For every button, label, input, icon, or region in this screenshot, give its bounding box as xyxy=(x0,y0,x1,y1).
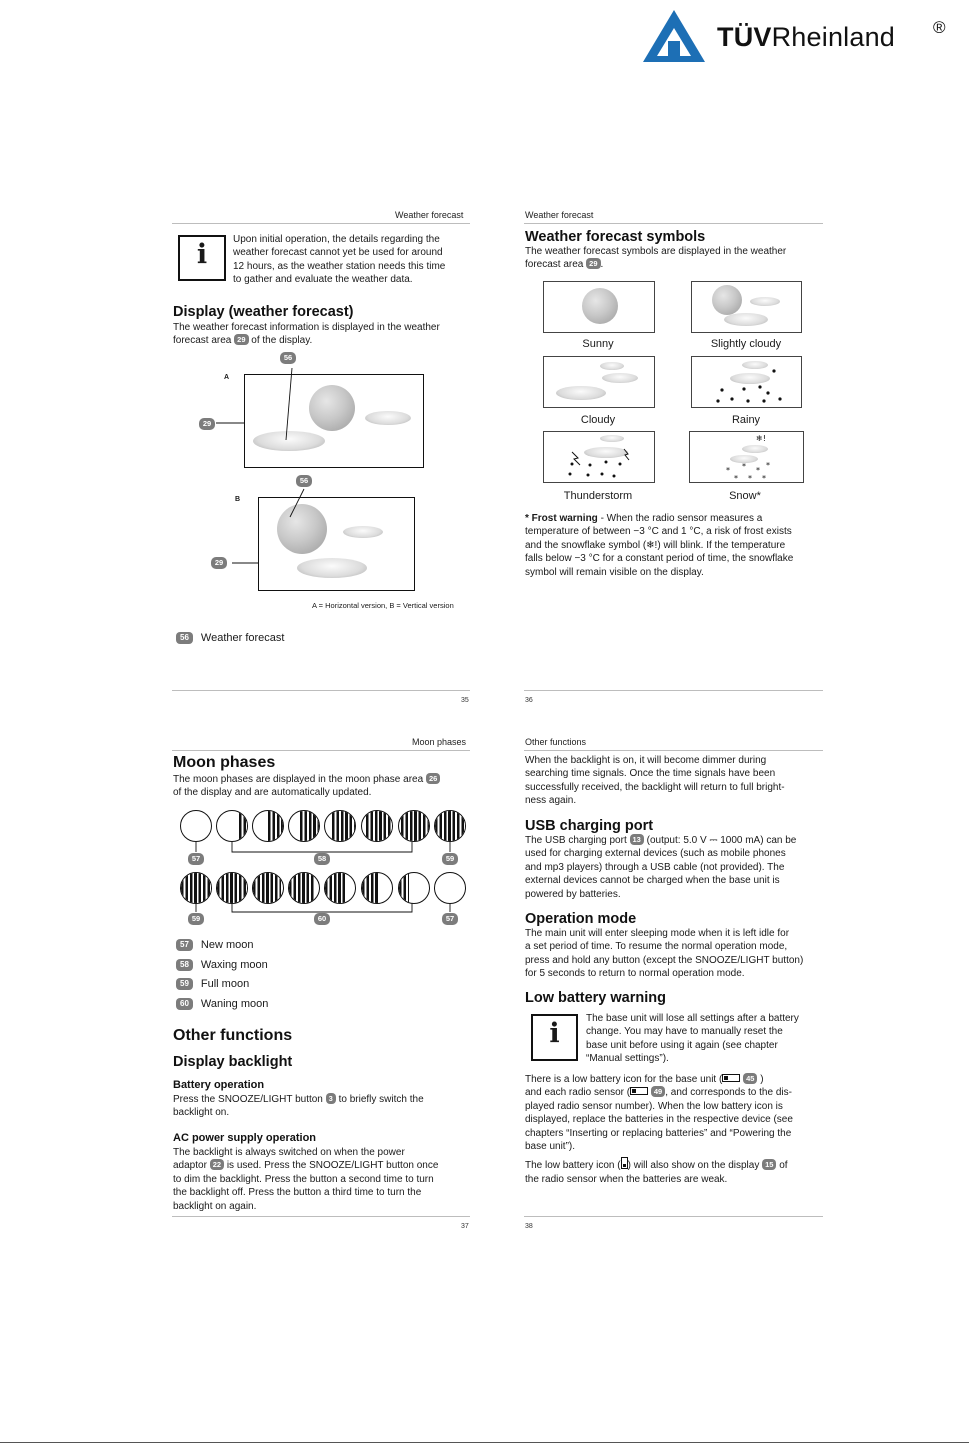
footer-rule xyxy=(524,690,823,691)
svg-text:*: * xyxy=(762,474,766,482)
symbol-snow xyxy=(689,431,804,483)
footer-rule xyxy=(524,1216,823,1217)
logo-wordmark: TÜVRheinland xyxy=(717,22,896,52)
legend-item-new-moon: 57 New moon xyxy=(176,939,253,951)
diagram-badge-56a: 56 xyxy=(280,352,296,364)
page-number-38: 38 xyxy=(525,1223,533,1230)
moon-badge-58: 58 xyxy=(314,853,330,865)
moon-waning-icon xyxy=(361,872,393,904)
header-rule xyxy=(524,223,823,224)
rain-drops-icon xyxy=(692,357,801,407)
svg-text:❄!: ❄! xyxy=(756,434,766,443)
diagram-caption: A = Horizontal version, B = Vertical version xyxy=(312,601,454,610)
battery-heading: Battery operation xyxy=(173,1079,265,1091)
legend-item-waning-moon: 60 Waning moon xyxy=(176,998,268,1010)
diagram-label-a: A xyxy=(224,374,230,381)
legend-item-weather-forecast: 56 Weather forecast xyxy=(176,632,284,644)
moon-waxing-icon xyxy=(252,810,284,842)
ref-badge: 26 xyxy=(426,773,440,784)
display-heading: Display (weather forecast) xyxy=(173,304,354,320)
running-head-35: Weather forecast xyxy=(395,210,464,220)
symbols-intro: The weather forecast symbols are displayed in the weather forecast area 29 . xyxy=(525,246,787,271)
header-rule xyxy=(172,750,470,751)
svg-text:*: * xyxy=(742,462,746,471)
cloud-icon xyxy=(602,373,638,383)
moon-full-icon xyxy=(180,872,212,904)
svg-text:*: * xyxy=(756,466,760,475)
page-number-37: 37 xyxy=(461,1223,469,1230)
cloud-icon xyxy=(724,313,768,326)
symbol-label: Rainy xyxy=(731,414,761,426)
ac-heading: AC power supply operation xyxy=(173,1132,317,1144)
header-rule xyxy=(524,750,823,751)
diagram-badge-29a: 29 xyxy=(199,418,215,430)
diagram-label-b: B xyxy=(235,496,241,503)
ref-badge: 29 xyxy=(586,258,600,269)
cloud-icon xyxy=(343,526,383,538)
sun-icon xyxy=(582,288,618,324)
svg-text:*: * xyxy=(726,466,730,475)
running-head-38: Other functions xyxy=(525,737,587,747)
symbols-heading: Weather forecast symbols xyxy=(525,229,706,245)
usb-text: The USB charging port 13 (output: 5.0 V ⎓ 1000 mA) can be used for charging external devices (such as mobile phones and mp3 players) through a USB cable (not provided). The external devices cannot be charged when the base unit is powered by batteries. xyxy=(525,835,797,900)
snowflake-icon xyxy=(690,432,803,482)
info-icon: i xyxy=(178,235,226,281)
info-icon: i xyxy=(531,1014,578,1061)
ref-badge: 29 xyxy=(234,334,248,345)
symbol-slightly-cloudy xyxy=(691,281,802,333)
svg-text:*: * xyxy=(766,461,770,470)
lightning-icon xyxy=(544,432,654,482)
symbol-label: Sunny xyxy=(582,338,614,350)
cloud-icon xyxy=(556,386,606,400)
diagram-badge-29b: 29 xyxy=(211,557,227,569)
symbol-thunderstorm xyxy=(543,431,655,483)
operation-mode-text: The main unit will enter sleeping mode when it is left idle for a set period of time. To resume the normal operation mode, press and hold any button (except the SNOOZE/LIGHT button) for 5 seconds to return to normal operation mode. xyxy=(525,928,804,980)
header-rule xyxy=(172,223,470,224)
footer-rule xyxy=(172,690,470,691)
moon-badge-57: 57 xyxy=(442,913,458,925)
battery-vertical-icon xyxy=(621,1157,628,1169)
moon-badge-57: 57 xyxy=(188,853,204,865)
backlight-intro: When the backlight is on, it will become dimmer during searching time signals. Once the time signals have been successfully received, the backlight will return to full bright- ness again. xyxy=(525,755,785,807)
diagram-badge-56b: 56 xyxy=(296,475,312,487)
moon-badge-60: 60 xyxy=(314,913,330,925)
running-head-37: Moon phases xyxy=(412,737,467,747)
moon-waning-icon xyxy=(288,872,320,904)
other-functions-heading: Other functions xyxy=(173,1027,293,1044)
running-head-36: Weather forecast xyxy=(525,210,594,220)
moon-new-icon xyxy=(180,810,212,842)
battery-icon xyxy=(630,1087,648,1095)
sun-icon xyxy=(309,385,355,431)
low-battery-note: The base unit will lose all settings after a battery change. You may have to manually reset the base unit before using it again (see chapter “Manual settings”). xyxy=(586,1013,799,1065)
frost-warning: * Frost warning - When the radio sensor measures a temperature of between −3 °C and 1 °C, a risk of frost exists and the snowflake symbol (❄!) will blink. If the temperature falls below −3 °C for a constant period of time, the snowflake symbol will remain visible on the display. xyxy=(525,513,794,578)
moon-waxing-icon xyxy=(361,810,393,842)
low-battery-heading: Low battery warning xyxy=(525,990,666,1006)
info-note: Upon initial operation, the details regarding the weather forecast cannot yet be used for around 12 hours, as the weather station needs this time to gather and evaluate the weather data. xyxy=(233,234,446,286)
cloud-icon xyxy=(600,362,624,370)
cloud-icon xyxy=(365,411,411,425)
moon-full-icon xyxy=(434,810,466,842)
symbol-cloudy xyxy=(543,356,655,408)
low-battery-text: There is a low battery icon for the base unit ( 45 ) and each radio sensor ( 49 , and corresponds to the dis- played radio sensor number). When the low battery icon is displayed, replace the batteries in the respective device (see chapters “Inserting or replacing batteries” and “Powering the base unit”). The low battery icon ( ) will also show on the display 15 of the radio sensor when the batteries are weak. xyxy=(525,1074,793,1185)
page-bottom-border xyxy=(0,1442,969,1443)
cloud-icon xyxy=(750,297,780,306)
moon-badge-59: 59 xyxy=(188,913,204,925)
moon-waxing-icon xyxy=(398,810,430,842)
ac-text: The backlight is always switched on when the power adaptor 22 is used. Press the SNOOZE/LIGHT button once to dim the backlight. Press the button a second time to turn the backlight off. Press the button a third time to turn the backlight on again. xyxy=(173,1147,439,1212)
page-number-35: 35 xyxy=(461,697,469,704)
legend-item-full-moon: 59 Full moon xyxy=(176,978,249,990)
symbol-label: Slightly cloudy xyxy=(710,338,782,350)
moon-new-icon xyxy=(434,872,466,904)
sun-icon xyxy=(712,285,742,315)
page-number-36: 36 xyxy=(525,697,533,704)
moon-waning-icon xyxy=(324,872,356,904)
tuv-rheinland-logo xyxy=(641,8,951,68)
symbol-label: Thunderstorm xyxy=(563,490,633,502)
moon-waning-icon xyxy=(216,872,248,904)
backlight-heading: Display backlight xyxy=(173,1054,293,1070)
footer-rule xyxy=(172,1216,470,1217)
battery-text: Press the SNOOZE/LIGHT button 3 to briefly switch the backlight on. xyxy=(173,1094,424,1119)
svg-text:*: * xyxy=(734,474,738,482)
usb-heading: USB charging port xyxy=(525,818,654,834)
moon-waning-icon xyxy=(252,872,284,904)
legend-item-waxing-moon: 58 Waxing moon xyxy=(176,959,268,971)
symbol-label: Snow* xyxy=(729,490,761,502)
operation-mode-heading: Operation mode xyxy=(525,911,637,927)
symbol-label: Cloudy xyxy=(580,414,616,426)
moon-badge-59: 59 xyxy=(442,853,458,865)
symbol-sunny xyxy=(543,281,655,333)
moon-intro: The moon phases are displayed in the moon phase area 26 of the display and are automatically updated. xyxy=(173,773,473,800)
moon-waxing-icon xyxy=(324,810,356,842)
moon-waning-icon xyxy=(398,872,430,904)
symbol-rainy xyxy=(691,356,802,408)
registered-mark: ® xyxy=(933,18,946,37)
svg-text:*: * xyxy=(748,474,752,482)
tuv-triangle-icon xyxy=(641,8,707,64)
moon-heading: Moon phases xyxy=(173,754,276,771)
moon-waxing-icon xyxy=(216,810,248,842)
display-intro: The weather forecast information is displayed in the weather forecast area 29 of the display. xyxy=(173,322,440,347)
moon-waxing-icon xyxy=(288,810,320,842)
battery-icon xyxy=(722,1074,740,1082)
